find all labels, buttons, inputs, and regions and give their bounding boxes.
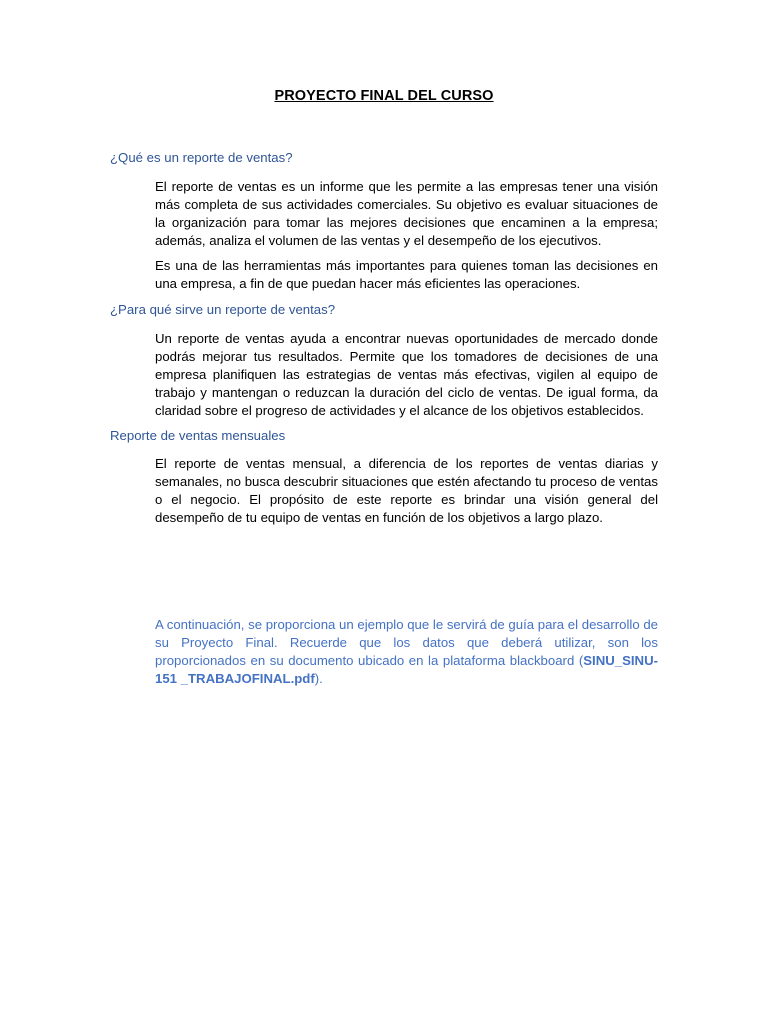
section-heading-para-que-sirve: ¿Para qué sirve un reporte de ventas? <box>110 302 336 317</box>
section-heading-que-es: ¿Qué es un reporte de ventas? <box>110 150 293 165</box>
guide-note-closing: ). <box>314 671 323 686</box>
paragraph-que-es-1: El reporte de ventas es un informe que les permite a las empresas tener una visión más completa de sus actividades comerciales. Su objetivo es evaluar situaciones de la organización para tomar las mejores decisiones que encaminen a la empresa; además, analiza el volumen de las ventas y el desempeño de los ejecutivos. <box>155 179 658 248</box>
document-title: PROYECTO FINAL DEL CURSO <box>274 88 494 104</box>
paragraph-que-es-2: Es una de las herramientas más importantes para quienes toman las decisiones en una empresa, a fin de que puedan hacer más eficientes las operaciones. <box>155 258 658 291</box>
paragraph-para-que-sirve: Un reporte de ventas ayuda a encontrar nuevas oportunidades de mercado donde podrás mejorar tus resultados. Permite que los tomadores de decisiones de una empresa planifiquen las estrategias de ventas más efectivas, vigilen al equipo de trabajo y mantengan o reduzcan la duración del ciclo de ventas. De igual forma, da claridad sobre el progreso de actividades y el alcance de los objetivos establecidos. <box>155 331 658 418</box>
section-heading-mensuales: Reporte de ventas mensuales <box>110 428 286 443</box>
guide-note-text: A continuación, se proporciona un ejemplo que le servirá de guía para el desarrollo de su Proyecto Final. Recuerde que los datos que deberá utilizar, son los proporcionados en su documento ubicado en la plataforma blackboard ( <box>155 617 658 668</box>
guide-note <box>155 616 658 688</box>
paragraph-mensuales: El reporte de ventas mensual, a diferencia de los reportes de ventas diarias y semanales, no busca descubrir situaciones que estén afectando tu proceso de ventas o el negocio. El propósito de este reporte es brindar una visión general del desempeño de tu equipo de ventas en función de los objetivos a largo plazo. <box>155 456 658 525</box>
guide-note-filename: SINU_SINU-151 _TRABAJOFINAL.pdf <box>155 653 658 686</box>
